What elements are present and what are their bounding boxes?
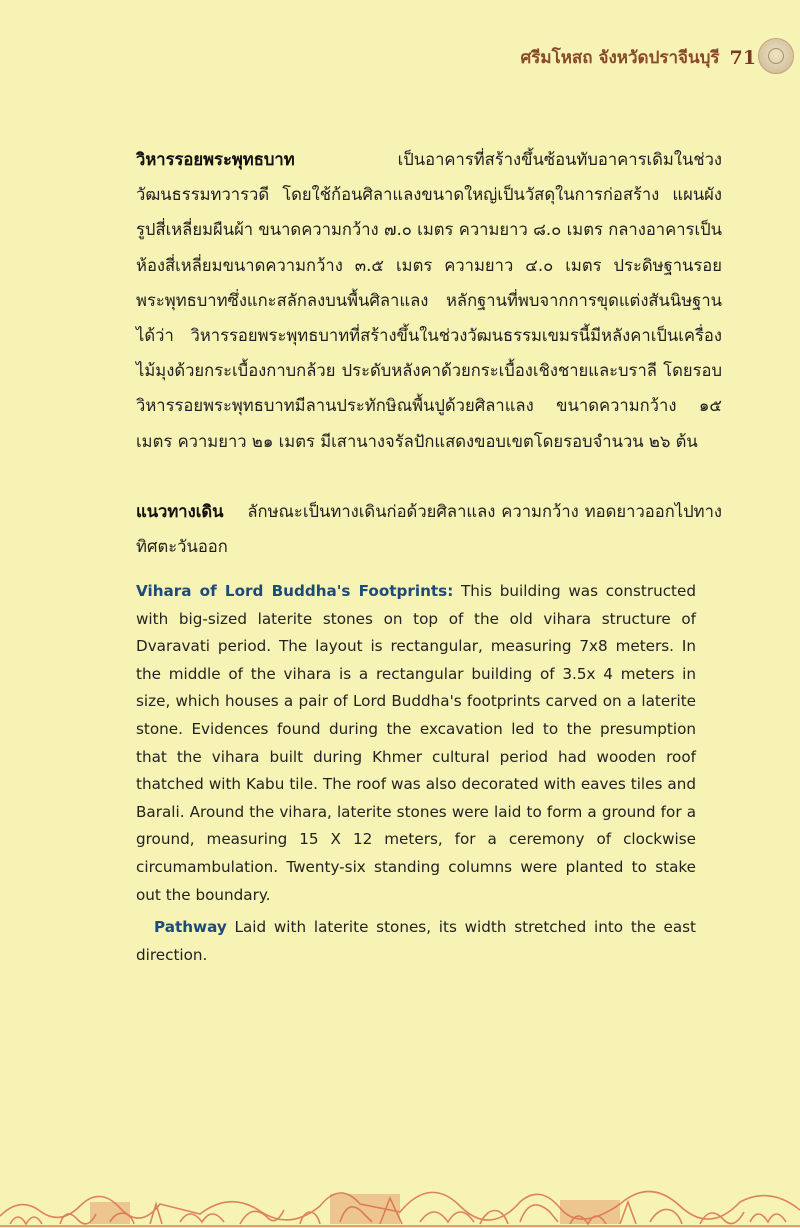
thai-pathway-heading: แนวทางเดิน <box>136 502 224 521</box>
english-pathway-heading: Pathway <box>154 918 227 936</box>
english-pathway-body: Laid with laterite stones, its width stretched into the east direction. <box>136 918 697 964</box>
thai-vihara-heading: วิหารรอยพระพุทธบาท <box>136 150 295 169</box>
page-header <box>520 44 756 71</box>
thai-pathway-body: ลักษณะเป็นทางเดินก่อด้วยศิลาแลง ความกว้าง ทอดยาวออกไปทางทิศตะวันออก <box>136 502 722 557</box>
thai-paragraph-pathway <box>136 494 722 564</box>
english-paragraph-vihara <box>136 578 696 909</box>
thai-vihara-body: เป็นอาคารที่สร้างขึ้นซ้อนทับอาคารเดิมในช่วงวัฒนธรรมทวารวดี โดยใช้ก้อนศิลาแลงขนาดใหญ่เป็นวัสดุในการก่อสร้าง แผนผังรูปสี่เหลี่ยมผืนผ้า ขนาดความกว้าง ๗.๐ เมตร ความยาว ๘.๐ เมตร กลางอาคารเป็นห้องสี่เหลี่ยมขนาดความกว้าง ๓.๕ เมตร ความยาว ๔.๐ เมตร ประดิษฐานรอยพระพุทธบาทซึ่งแกะสลักลงบนพื้นศิลาแลง หลักฐานที่พบจากการขุดแต่งสันนิษฐานได้ว่า วิหารรอยพระพุทธบาทที่สร้างขึ้นในช่วงวัฒนธรรมเขมรนี้มีหลังคาเป็นเครื่องไม้มุงด้วยกระเบื้องกาบกล้วย ประดับหลังคาด้วยกระเบื้องเชิงชายและบราลี โดยรอบวิหารรอยพระพุทธบาทมีลานประทักษิณพื้นปูด้วยศิลาแลง ขนาดความกว้าง ๑๕ เมตร ความยาว ๒๑ เมตร มีเสานางจรัลปักแสดงขอบเขตโดยรอบจำนวน ๒๖ ต้น <box>136 150 722 451</box>
decorative-ruins-border <box>0 1156 800 1228</box>
english-paragraph-pathway <box>136 914 696 969</box>
header-title: ศรีมโหสถ จังหวัดปราจีนบุรี <box>520 48 720 68</box>
page-number: 71 <box>729 46 756 69</box>
thai-paragraph-vihara <box>136 142 722 459</box>
round-seal-icon <box>758 38 794 74</box>
english-vihara-body: This building was constructed with big-sized laterite stones on top of the old vihara structure of Dvaravati period. The layout is rectangular, measuring 7x8 meters. In the middle of the vihara is a rectangular building of 3.5x 4 meters in size, which houses a pair of Lord Buddha's footprints carved on a laterite stone. Evidences found during the excavation led to the presumption that the vihara built during Khmer cultural period had wooden roof thatched with Kabu tile. The roof was also decorated with eaves tiles and Barali. Around the vihara, laterite stones were laid to form a ground for a ground, measuring 15 X 12 meters, for a ceremony of clockwise circumambulation. Twenty-six standing columns were planted to stake out the boundary. <box>136 582 696 904</box>
english-vihara-heading: Vihara of Lord Buddha's Footprints: <box>136 582 454 600</box>
